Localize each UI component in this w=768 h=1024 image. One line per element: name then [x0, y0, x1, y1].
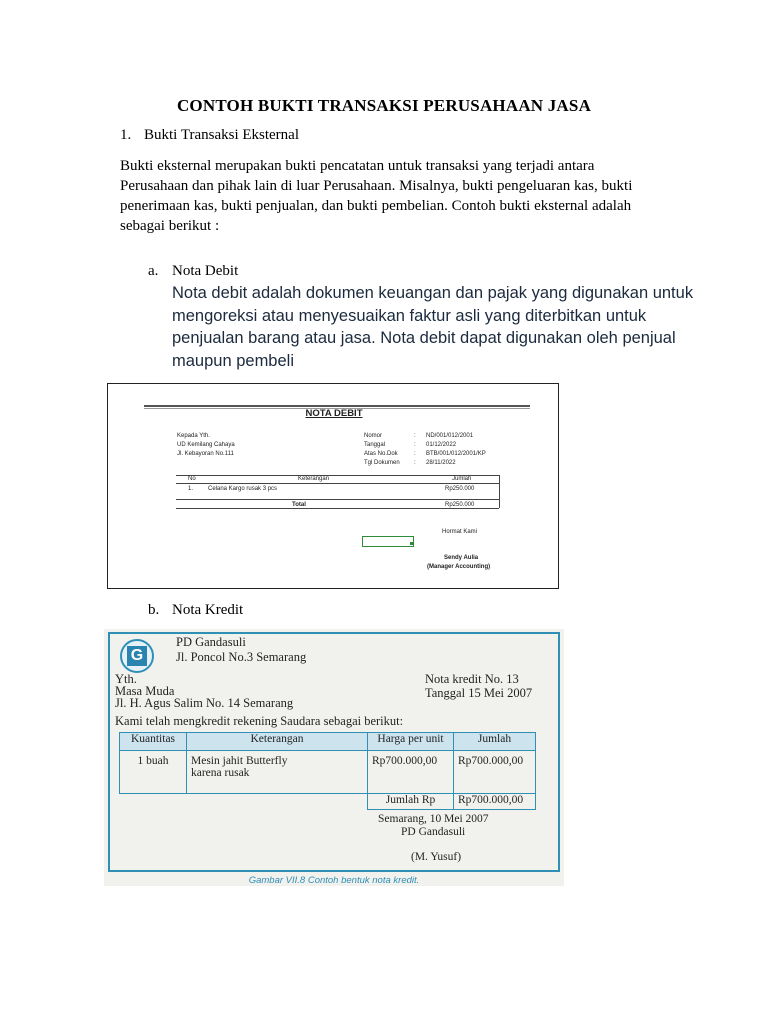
subsection-a-label: Nota Debit	[172, 263, 239, 279]
subsection-a-letter: a.	[148, 263, 159, 279]
col-no: No	[188, 476, 196, 482]
row-desc	[187, 751, 368, 794]
col-desc: Keterangan	[298, 476, 330, 482]
row-desc: Celana Kargo rusak 3 pcs	[208, 486, 278, 492]
table-line	[176, 475, 499, 476]
row-desc-line: Mesin jahit Butterfly	[191, 755, 288, 767]
field-colon: :	[414, 460, 416, 466]
credit-note-number: Nota kredit No. 13	[425, 672, 519, 686]
row-no: 1.	[188, 486, 194, 492]
nota-kredit-image	[104, 629, 564, 886]
total-value: Rp250.000	[445, 502, 475, 508]
credit-table	[119, 732, 536, 810]
credit-intro: Kami telah mengkredit rekening Saudara sebagai berikut:	[115, 714, 404, 728]
row-amount: Rp250.000	[445, 486, 475, 492]
total-label: Jumlah Rp	[368, 794, 454, 810]
section-number: 1.	[120, 127, 132, 143]
company-address: Jl. Poncol No.3 Semarang	[176, 650, 307, 664]
logo-letter: G	[127, 646, 147, 666]
sign-company: PD Gandasuli	[401, 826, 466, 838]
table-line	[499, 475, 500, 508]
recipient-label: Yth.	[115, 672, 137, 686]
recipient-address: Jl. H. Agus Salim No. 14 Semarang	[115, 696, 294, 710]
table-row	[120, 751, 536, 794]
recipient-name: Masa Muda	[115, 684, 175, 698]
field-colon: :	[414, 433, 416, 439]
field-value: 01/12/2022	[426, 442, 457, 448]
field-colon: :	[414, 442, 416, 448]
total-label: Total	[292, 502, 306, 508]
closing-text: Hormat Kami	[442, 529, 478, 535]
row-desc-line: karena rusak	[191, 767, 250, 779]
field-label: Nomor	[364, 433, 383, 439]
field-colon: :	[414, 451, 416, 457]
empty-cell	[187, 794, 368, 810]
signature-box	[362, 536, 414, 547]
section-label: Bukti Transaksi Eksternal	[144, 127, 300, 143]
table-header-row	[120, 733, 536, 751]
table-line	[176, 499, 499, 500]
col-desc: Keterangan	[187, 733, 368, 751]
recipient-line: UD Kemilang Cahaya	[177, 442, 235, 448]
table-line	[176, 483, 499, 484]
top-rule	[144, 405, 530, 407]
field-label: Tanggal	[364, 442, 386, 448]
field-label: Atas No.Dok	[364, 451, 398, 457]
field-value: 28/11/2022	[426, 460, 456, 466]
nota-debit-image	[107, 383, 559, 589]
credit-signer: (M. Yusuf)	[411, 851, 462, 863]
recipient-line: Jl. Kebayoran No.111	[177, 451, 234, 457]
col-qty: Kuantitas	[120, 733, 187, 751]
subsection-b-label: Nota Kredit	[172, 602, 244, 618]
signer-title: (Manager Accounting)	[427, 564, 491, 570]
row-price: Rp700.000,00	[368, 751, 454, 794]
subsection-a	[148, 263, 238, 280]
credit-note-date: Tanggal 15 Mei 2007	[425, 686, 533, 700]
total-value: Rp700.000,00	[454, 794, 536, 810]
table-total-row	[120, 794, 536, 810]
col-amount: Jumlah	[452, 476, 472, 482]
figure-caption: Gambar VII.8 Contoh bentuk nota kredit.	[248, 875, 420, 886]
company-logo	[120, 639, 154, 673]
subsection-b	[148, 602, 243, 619]
field-label: Tgl Dokumen	[364, 460, 400, 466]
field-value: ND/001/012/2001	[426, 433, 474, 439]
intro-paragraph: Bukti eksternal merupakan bukti pencatatan untuk transaksi yang terjadi antara Perusahaan dan pihak lain di luar Perusahaan. Misalnya, bukti pengeluaran kas, bukti penerimaan kas, bukti penjualan, dan bukti pembelian. Contoh bukti eksternal adalah sebagai berikut :	[120, 158, 633, 234]
empty-cell	[120, 794, 187, 810]
field-value: BTB/001/012/2001/KP	[426, 451, 486, 457]
signer-name: Sendy Aulia	[444, 555, 479, 561]
company-name: PD Gandasuli	[176, 635, 246, 649]
place-date: Semarang, 10 Mei 2007	[378, 813, 489, 825]
col-amount: Jumlah	[454, 733, 536, 751]
row-amount: Rp700.000,00	[454, 751, 536, 794]
nota-debit-title: NOTA DEBIT	[305, 408, 363, 419]
debit-description: Nota debit adalah dokumen keuangan dan pajak yang digunakan untuk mengoreksi atau menyesuaikan faktur asli yang diterbitkan untuk penjualan barang atau jasa. Nota debit dapat digunakan oleh penjual maupun pembeli	[172, 284, 694, 370]
col-price: Harga per unit	[368, 733, 454, 751]
page-title: CONTOH BUKTI TRANSAKSI PERUSAHAAN JASA	[176, 96, 592, 115]
section-heading	[120, 127, 299, 144]
subsection-b-letter: b.	[148, 602, 160, 618]
signature-box-handle	[410, 542, 413, 545]
row-qty: 1 buah	[120, 751, 187, 794]
recipient-line: Kepada Yth.	[177, 433, 210, 439]
